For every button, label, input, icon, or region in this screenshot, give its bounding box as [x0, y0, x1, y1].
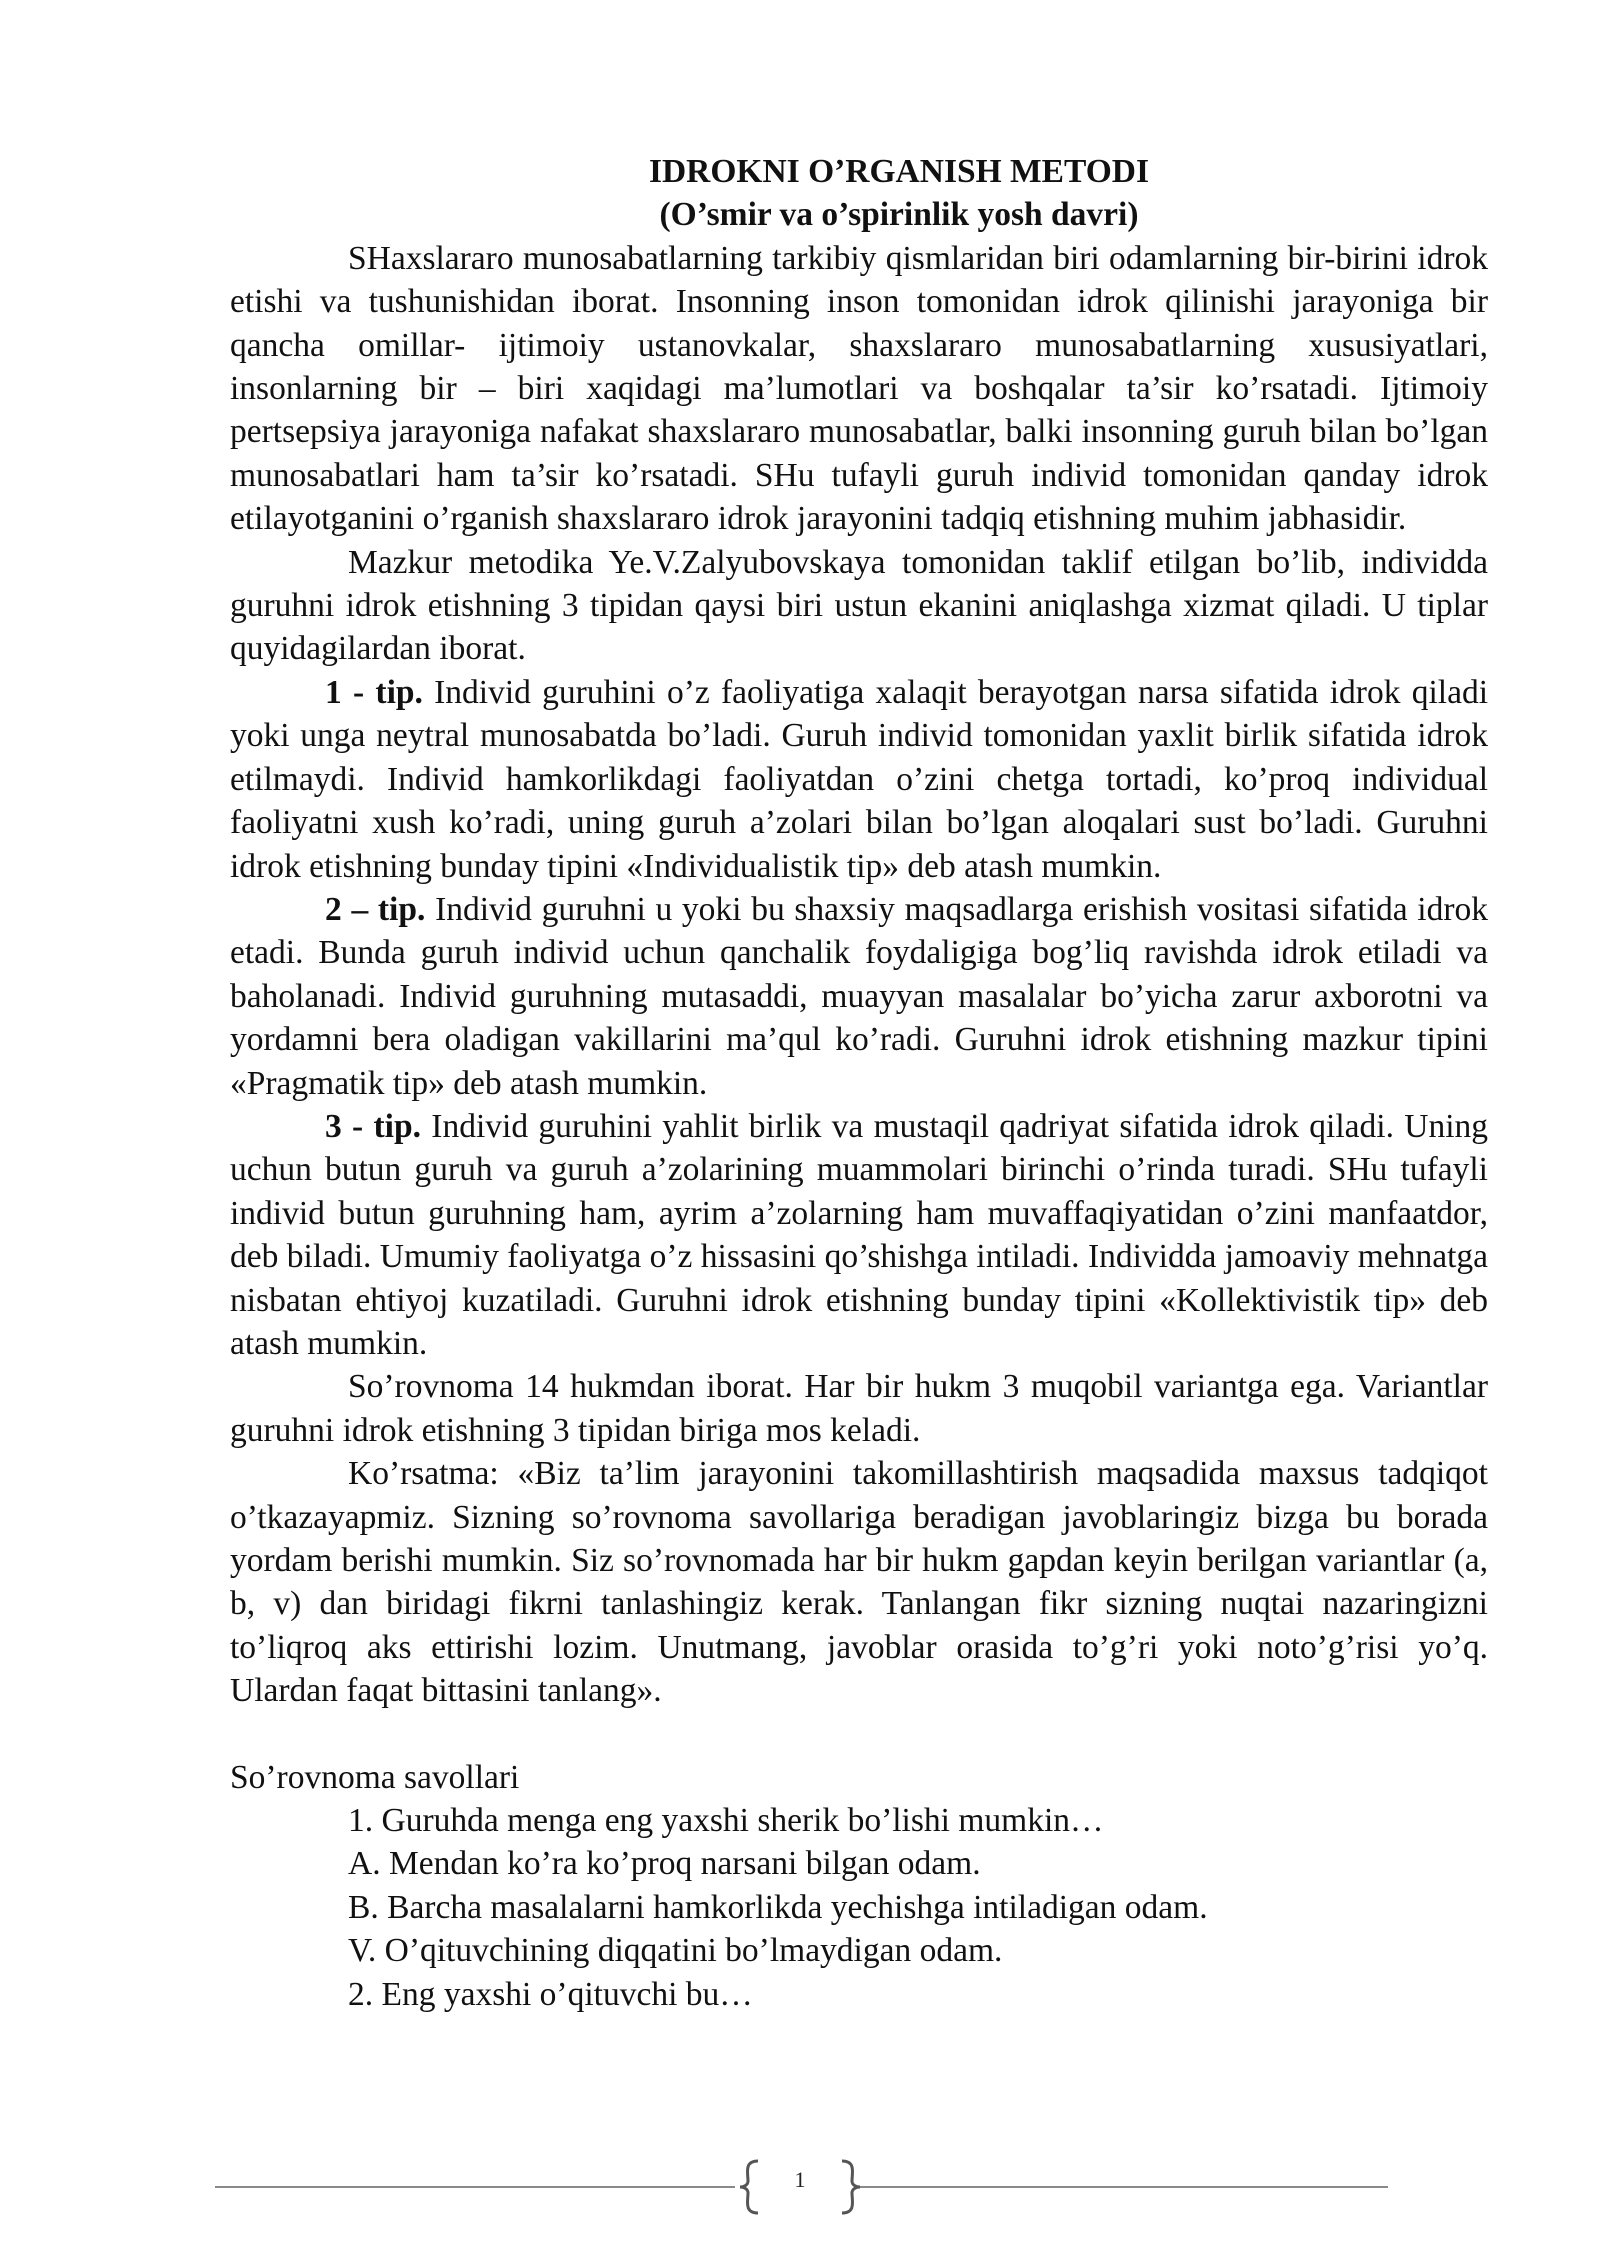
intro-paragraph-1: SHaxslararo munosabatlarning tarkibiy qismlaridan biri odamlarning bir-birini idrok etishi va tushunishidan iborat. Insonning inson tomonidan idrok qilinishi jarayoniga bir qancha omillar- ijtimoiy ustanovkalar, shaxslararo munosabatlarning xususiyatlari, insonlarning bir – biri xaqidagi ma’lumotlari va boshqalar ta’sir ko’rsatadi. Ijtimoiy pertsepsiya jarayoniga nafakat shaxslararo munosabatlar, balki insonning guruh bilan bo’lgan munosabatlari ham ta’sir ko’rsatadi. SHu tufayli guruh individ tomonidan qanday idrok etilayotganini o’rganish shaxslararo idrok jarayonini tadqiq etishning muhim jabhasidir. — [230, 239, 1488, 538]
tip-1-label: 1 - tip. — [325, 673, 423, 711]
tip-2-text: Individ guruhni u yoki bu shaxsiy maqsadlarga erishish vositasi sifatida idrok etadi. Bunda guruh individ uchun qanchalik foydaligiga bog’liq ravishda idrok etiladi va baholanadi. Individ guruhning mutasaddi, muayyan masalalar bo’yicha zarur axborotni va yordamni bera oladigan vakillarini ma’qul ko’radi. Guruhni idrok etishning mazkur tipini «Pragmatik tip» deb atash mumkin. — [230, 890, 1488, 1102]
blank-line — [230, 1713, 1488, 1756]
tip-3-paragraph — [230, 1105, 1488, 1365]
tip-3-label: 3 - tip. — [325, 1107, 421, 1145]
instruction-paragraph: Ko’rsatma: «Biz ta’lim jarayonini takomillashtirish maqsadida maxsus tadqiqot o’tkazayapmiz. Sizning so’rovnoma savollariga beradigan javoblaringiz bizga bu borada yordam berishi mumkin. Siz so’rovnomada har bir hukm gapdan keyin berilgan variantlar (a, b, v) dan biridagi fikrni tanlashingiz kerak. Tanlangan fikr sizning nuqtai nazaringizni to’liqroq aks ettirishi lozim. Unutmang, javoblar orasida to’g’ri yoki noto’g’risi yo’q. Ulardan faqat bittasini tanlang». — [230, 1455, 1488, 1710]
question-line: 2. Eng yaxshi o’qituvchi bu… — [348, 1975, 753, 2013]
survey-paragraph: So’rovnoma 14 hukmdan iborat. Har bir hukm 3 muqobil variantga ega. Variantlar guruhni idrok etishning 3 tipidan biriga mos keladi. — [230, 1368, 1488, 1449]
tip-2-label: 2 – tip. — [325, 890, 426, 928]
document-subtitle: (O’smir va o’spirinlik yosh davri) — [659, 196, 1139, 234]
questions-heading: So’rovnoma savollari — [230, 1758, 520, 1796]
question-line: 1. Guruhda menga eng yaxshi sherik bo’lishi mumkin… — [348, 1802, 1104, 1840]
document-page — [230, 150, 1488, 2016]
tip-2-paragraph — [230, 888, 1488, 1105]
answer-option-line: A. Mendan ko’ra ko’proq narsani bilgan odam. — [348, 1845, 981, 1883]
tip-1-text: Individ guruhini o’z faoliyatiga xalaqit berayotgan narsa sifatida idrok qiladi yoki unga neytral munosabatda bo’ladi. Guruh individ tomonidan yaxlit birlik sifatida idrok etilmaydi. Individ hamkorlikdagi faoliyatdan o’zini chetga tortadi, ko’proq individual faoliyatni xush ko’radi, uning guruh a’zolari bilan bo’lgan aloqalari sust bo’ladi. Guruhni idrok etishning bunday tipini «Individualistik tip» deb atash mumkin. — [230, 673, 1489, 885]
intro-paragraph-2: Mazkur metodika Ye.V.Zalyubovskaya tomonidan taklif etilgan bo’lib, individda guruhni idrok etishning 3 tipidan qaysi biri ustun ekanini aniqlashga xizmat qiladi. U tiplar quyidagilardan iborat. — [230, 543, 1488, 668]
page-number: 1 — [794, 2167, 806, 2192]
tip-1-paragraph — [230, 671, 1488, 888]
answer-option-line: B. Barcha masalalarni hamkorlikda yechishga intiladigan odam. — [348, 1888, 1208, 1926]
tip-3-text: Individ guruhini yahlit birlik va mustaqil qadriyat sifatida idrok qiladi. Uning uchun butun guruh va guruh a’zolarining muammolari birinchi o’rinda turadi. SHu tufayli individ butun guruhning ham, ayrim a’zolarning ham muvaffaqiyatidan o’zini manfaatdor, deb biladi. Umumiy faoliyatga o’z hissasini qo’shishga intiladi. Individda jamoaviy mehnatga nisbatan ehtiyoj kuzatiladi. Guruhni idrok etishning bunday tipini «Kollektivistik tip» deb atash mumkin. — [230, 1107, 1489, 1362]
answer-option-line: V. O’qituvchining diqqatini bo’lmaydigan odam. — [348, 1932, 1003, 1970]
questions-list — [230, 1799, 1488, 2016]
page-footer — [0, 2155, 1600, 2215]
document-title: IDROKNI O’RGANISH METODI — [648, 153, 1150, 190]
